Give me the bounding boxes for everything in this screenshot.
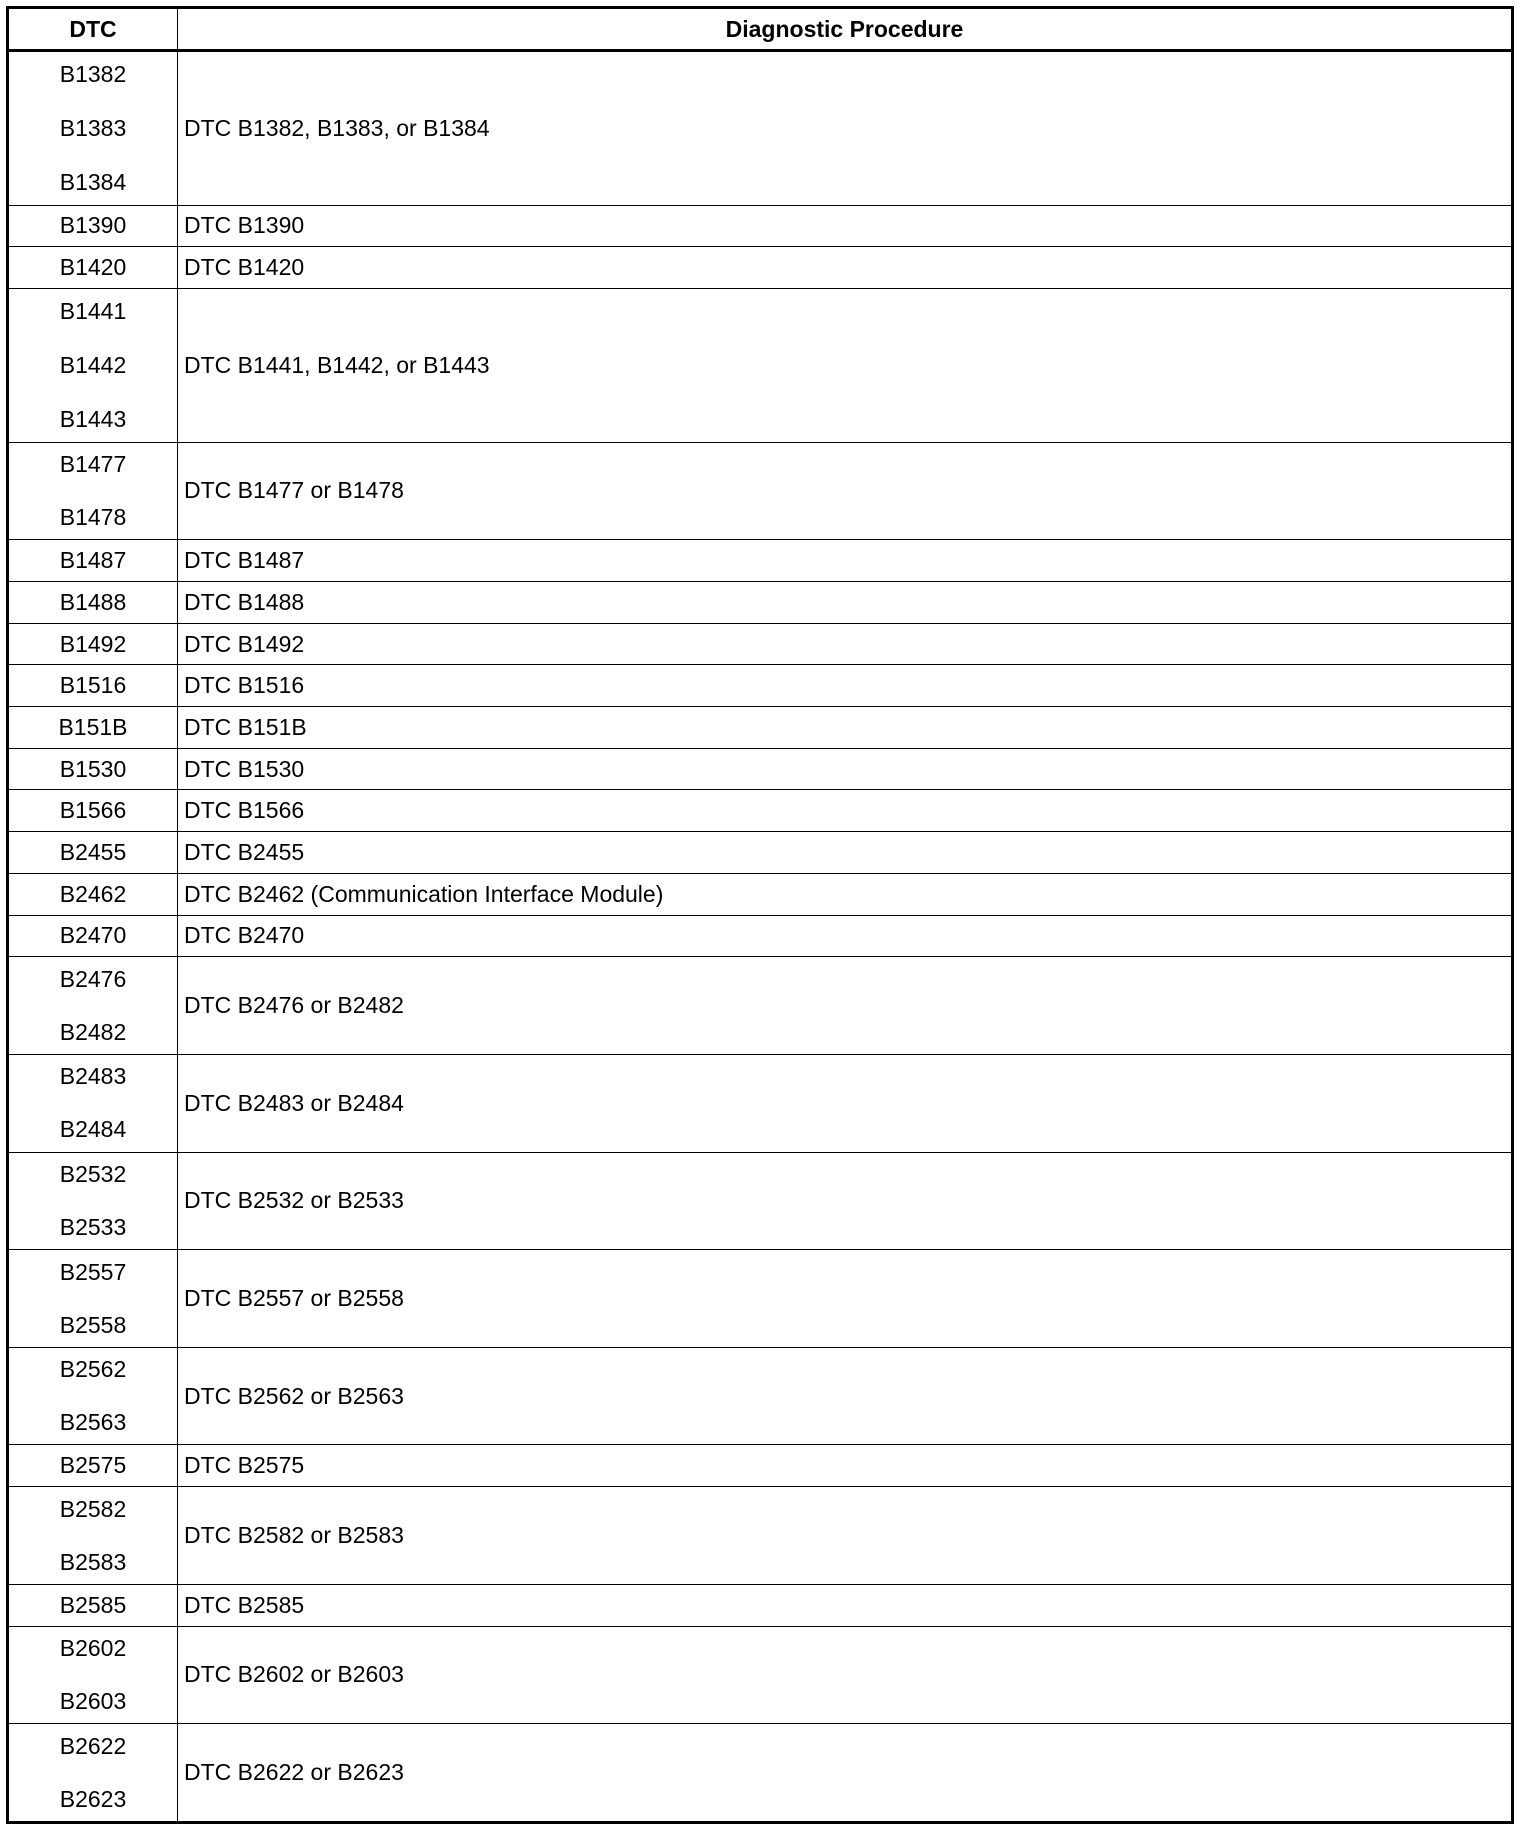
dtc-code-cell (8, 873, 178, 915)
table-row (8, 957, 1513, 1055)
dtc-code-cell (8, 51, 178, 206)
dtc-code: B2483 (59, 1063, 127, 1090)
table-row (8, 289, 1513, 443)
table-row (8, 1487, 1513, 1585)
dtc-code-cell (8, 957, 178, 1055)
dtc-code-cell (8, 1250, 178, 1348)
diagnostic-procedure-link[interactable]: DTC B1420 (178, 247, 1513, 289)
diagnostic-procedure-link[interactable]: DTC B2476 or B2482 (178, 957, 1513, 1055)
dtc-code-cell (8, 581, 178, 623)
table-header-row (8, 8, 1513, 51)
diagnostic-procedure-link[interactable]: DTC B2585 (178, 1584, 1513, 1626)
table-row (8, 51, 1513, 206)
dtc-code: B2585 (59, 1591, 127, 1618)
dtc-code: B2602 (59, 1634, 127, 1661)
diagnostic-procedure-link[interactable]: DTC B1390 (178, 205, 1513, 247)
dtc-code: B2623 (59, 1785, 127, 1812)
dtc-code-cell (8, 1054, 178, 1152)
procedure-column-header: Diagnostic Procedure (178, 8, 1513, 51)
table-row (8, 1152, 1513, 1250)
dtc-code: B2462 (59, 880, 127, 907)
table-row (8, 1250, 1513, 1348)
diagnostic-procedure-link[interactable]: DTC B2483 or B2484 (178, 1054, 1513, 1152)
diagnostic-procedure-link[interactable]: DTC B1441, B1442, or B1443 (178, 289, 1513, 443)
table-row (8, 442, 1513, 540)
diagnostic-procedure-link[interactable]: DTC B1477 or B1478 (178, 442, 1513, 540)
table-row (8, 581, 1513, 623)
dtc-code: B2484 (59, 1116, 127, 1143)
diagnostic-procedure-link[interactable]: DTC B1566 (178, 790, 1513, 832)
table-body (8, 51, 1513, 1823)
table-row (8, 1054, 1513, 1152)
dtc-code: B1390 (59, 212, 127, 239)
dtc-code: B2482 (59, 1018, 127, 1045)
dtc-code: B2455 (59, 839, 127, 866)
table-row (8, 1724, 1513, 1823)
diagnostic-procedure-link[interactable]: DTC B1516 (178, 665, 1513, 707)
dtc-code: B1492 (59, 630, 127, 657)
dtc-code: B1487 (59, 547, 127, 574)
dtc-code-cell (8, 1487, 178, 1585)
diagnostic-procedure-link[interactable]: DTC B2562 or B2563 (178, 1347, 1513, 1445)
dtc-code-cell (8, 915, 178, 957)
table-row (8, 873, 1513, 915)
diagnostic-procedure-link[interactable]: DTC B151B (178, 707, 1513, 749)
dtc-code: B2476 (59, 965, 127, 992)
dtc-code: B1477 (59, 450, 127, 477)
dtc-code: B2532 (59, 1160, 127, 1187)
table-row (8, 832, 1513, 874)
table-row (8, 247, 1513, 289)
dtc-code-cell (8, 1445, 178, 1487)
dtc-code-cell (8, 1152, 178, 1250)
table-row (8, 707, 1513, 749)
dtc-code: B1442 (59, 351, 127, 378)
dtc-code-cell (8, 707, 178, 749)
dtc-code: B1382 (59, 60, 127, 87)
diagnostic-procedure-link[interactable]: DTC B1488 (178, 581, 1513, 623)
table-row (8, 1626, 1513, 1724)
table-row (8, 748, 1513, 790)
dtc-code: B1441 (59, 297, 127, 324)
dtc-code: B2557 (59, 1258, 127, 1285)
dtc-code: B2558 (59, 1311, 127, 1338)
table-row (8, 623, 1513, 665)
dtc-code-cell (8, 1626, 178, 1724)
dtc-code-cell (8, 1724, 178, 1823)
dtc-code-cell (8, 665, 178, 707)
diagnostic-procedure-link[interactable]: DTC B2532 or B2533 (178, 1152, 1513, 1250)
dtc-code: B1566 (59, 797, 127, 824)
table-row (8, 665, 1513, 707)
dtc-code-cell (8, 748, 178, 790)
diagnostic-procedure-link[interactable]: DTC B2602 or B2603 (178, 1626, 1513, 1724)
dtc-code: B2575 (59, 1452, 127, 1479)
table-row (8, 205, 1513, 247)
dtc-code: B1420 (59, 254, 127, 281)
diagnostic-procedure-link[interactable]: DTC B2575 (178, 1445, 1513, 1487)
dtc-code: B2622 (59, 1732, 127, 1759)
dtc-code: B1384 (59, 168, 127, 195)
dtc-code-cell (8, 540, 178, 582)
dtc-table (6, 6, 1514, 1824)
dtc-code: B151B (58, 713, 128, 740)
dtc-code-cell (8, 832, 178, 874)
dtc-code: B1383 (59, 114, 127, 141)
diagnostic-procedure-link[interactable]: DTC B1487 (178, 540, 1513, 582)
dtc-code: B2562 (59, 1356, 127, 1383)
dtc-code: B2470 (59, 922, 127, 949)
dtc-code: B2582 (59, 1495, 127, 1522)
dtc-column-header: DTC (8, 8, 178, 51)
dtc-code: B1516 (59, 672, 127, 699)
dtc-code: B1478 (59, 503, 127, 530)
table-row (8, 790, 1513, 832)
table-row (8, 915, 1513, 957)
dtc-code-cell (8, 1347, 178, 1445)
dtc-code: B1530 (59, 755, 127, 782)
dtc-code-cell (8, 247, 178, 289)
diagnostic-procedure-link[interactable]: DTC B2622 or B2623 (178, 1724, 1513, 1823)
dtc-code-cell (8, 623, 178, 665)
diagnostic-procedure-link[interactable]: DTC B1492 (178, 623, 1513, 665)
diagnostic-procedure-link[interactable]: DTC B1382, B1383, or B1384 (178, 51, 1513, 206)
dtc-code-cell (8, 205, 178, 247)
table-row (8, 540, 1513, 582)
dtc-code-cell (8, 1584, 178, 1626)
dtc-code: B2533 (59, 1213, 127, 1240)
dtc-code: B2583 (59, 1548, 127, 1575)
dtc-code: B1488 (59, 588, 127, 615)
diagnostic-procedure-link[interactable]: DTC B1530 (178, 748, 1513, 790)
dtc-code: B2563 (59, 1409, 127, 1436)
dtc-code: B2603 (59, 1687, 127, 1714)
diagnostic-procedure-link[interactable]: DTC B2462 (Communication Interface Module) (178, 873, 1513, 915)
diagnostic-procedure-link[interactable]: DTC B2582 or B2583 (178, 1487, 1513, 1585)
table-row (8, 1445, 1513, 1487)
dtc-code: B1443 (59, 405, 127, 432)
dtc-code-cell (8, 289, 178, 443)
dtc-code-cell (8, 442, 178, 540)
table-row (8, 1584, 1513, 1626)
diagnostic-procedure-link[interactable]: DTC B2470 (178, 915, 1513, 957)
diagnostic-procedure-link[interactable]: DTC B2557 or B2558 (178, 1250, 1513, 1348)
diagnostic-procedure-link[interactable]: DTC B2455 (178, 832, 1513, 874)
table-row (8, 1347, 1513, 1445)
dtc-code-cell (8, 790, 178, 832)
